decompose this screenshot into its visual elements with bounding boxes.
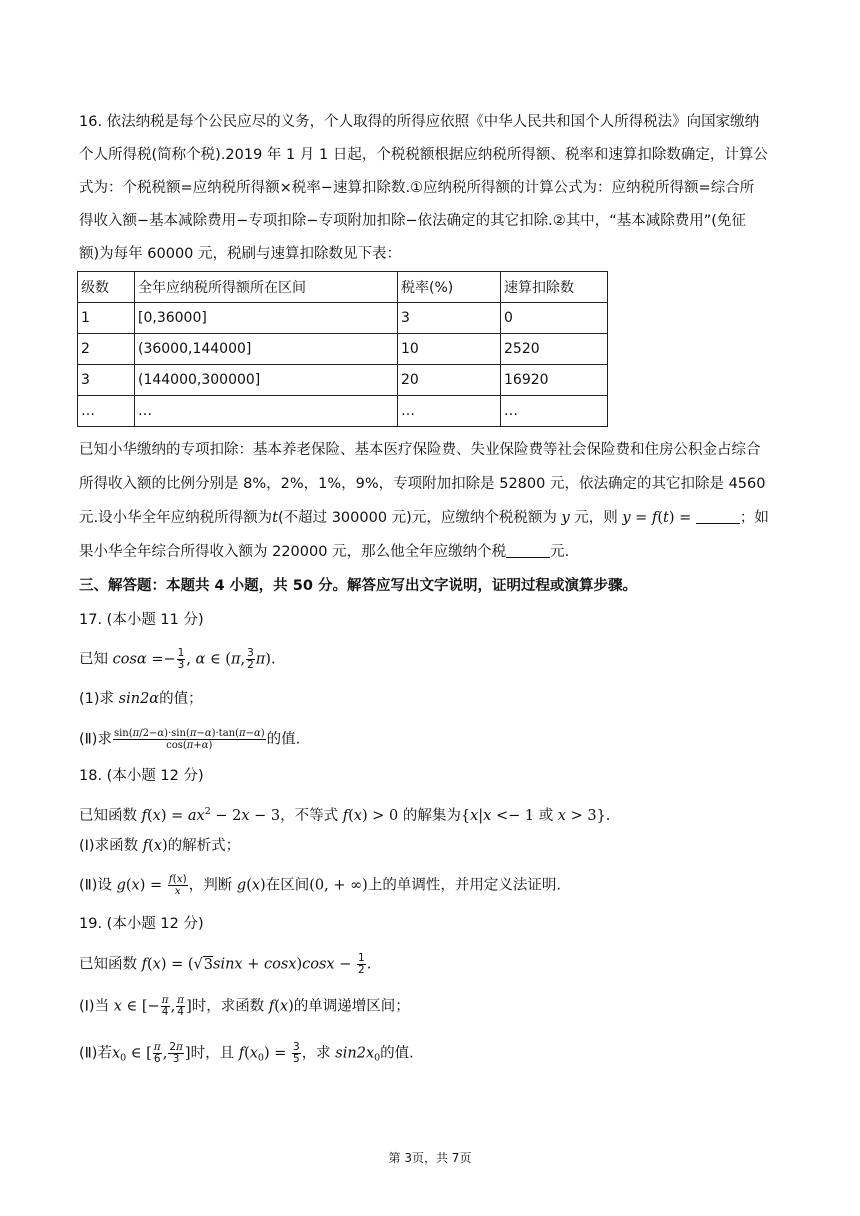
text: 的值； [159, 691, 203, 707]
text: 果小华全年综合所得收入额为 220000 元，那么他全年应缴纳个税 [79, 544, 507, 560]
text: (Ⅱ)设 [79, 877, 112, 894]
text: 的解析式； [167, 838, 241, 854]
table-cell: 3 [398, 303, 501, 334]
table-row [78, 334, 608, 365]
table-cell: … [135, 396, 398, 427]
text: ，判断 [188, 877, 233, 894]
q17-given: 已知 cosα =− $\frac{1}{3}$ , α ∈ (π, $\frac{3}{2}$ π). [79, 647, 276, 671]
answer-blank[interactable] [696, 509, 740, 524]
table-row [78, 303, 608, 334]
table-cell: 3 [78, 365, 135, 396]
table-cell: (144000,300000] [135, 365, 398, 396]
text: (Ⅱ)求 [79, 731, 112, 748]
q16-after-line-3: 元.设小华全年应纳税所得额为t(不超过 300000 元)元，应缴纳个税税额为 y 元，则 y = f(t) = ；如 [79, 510, 769, 526]
table-header-cell: 速算扣除数 [501, 272, 608, 303]
q19-part-1: (Ⅰ)当 x ∈ [− $\frac{\pi}{4}$ , $\frac{\pi}{4}$ ]时，求函数 f(x)的单调递增区间； [79, 994, 410, 1018]
q16-line-4: 得收入额−基本减除费用−专项扣除−专项附加扣除−依法确定的其它扣除.②其中，“基本减除费用”(免征 [79, 213, 746, 229]
table-header-cell: 税率(%) [398, 272, 501, 303]
table-cell: … [501, 396, 608, 427]
section-3-heading: 三、解答题：本题共 4 小题，共 50 分。解答应写出文字说明，证明过程或演算步骤。 [79, 578, 637, 594]
text: (Ⅰ)求函数 [79, 838, 139, 854]
text: 已知 [79, 651, 108, 668]
text: (不超过 300000 元)元，应缴纳个税税额为 [277, 510, 557, 526]
q18-given: 已知函数 $f(x) = ax^2 - 2x - 3$，不等式 f(x) > 0 的解集为{x|x <− 1 或 x > 3}. [79, 806, 611, 824]
text: 上的单调性，并用定义法证明. [367, 877, 561, 894]
text: 的解集为 [402, 808, 461, 824]
table-header-row [78, 272, 608, 303]
text: 在区间 [265, 877, 310, 894]
table-cell: 1 [78, 303, 135, 334]
table-row [78, 396, 608, 427]
q16-line-5: 额)为每年 60000 元，税刷与速算扣除数见下表： [79, 246, 402, 262]
text: 元. [550, 544, 570, 560]
table-header-cell: 级数 [78, 272, 135, 303]
q16-after-line-4 [79, 542, 790, 562]
q17-part-2: (Ⅱ)求 $\frac{\sin(\pi/2-\alpha)\cdot\sin(\pi-\alpha)\cdot\tan(\pi-\alpha)}{\cos(\pi+\alpha)}$ 的值. [79, 728, 301, 751]
text: ，不等式 [280, 808, 339, 824]
text: 的值. [266, 731, 301, 748]
q16-line-1: 16. 依法纳税是每个公民应尽的义务，个人取得的所得应依照《中华人民共和国个人所得税法》向国家缴纳 [79, 114, 760, 130]
text: (Ⅰ)当 [79, 998, 110, 1015]
table-cell: 0 [501, 303, 608, 334]
text: 时，求函数 [191, 998, 265, 1015]
text: 元.设小华全年应纳税所得额为 [79, 510, 273, 526]
table-cell: 16920 [501, 365, 608, 396]
text: (Ⅱ)若 [79, 1045, 112, 1062]
table-cell: … [398, 396, 501, 427]
table-cell: 2520 [501, 334, 608, 365]
tax-rate-table [77, 271, 608, 427]
text: (1)求 [79, 691, 115, 707]
q19-head: 19. (本小题 12 分) [79, 916, 204, 932]
text: 或 [538, 808, 554, 824]
q18-part-1: (Ⅰ)求函数 f(x)的解析式； [79, 838, 241, 854]
text: ；如 [739, 510, 769, 526]
table-cell: 20 [398, 365, 501, 396]
table-row [78, 365, 608, 396]
q19-given: 已知函数 f(x) = (√3sinx + cosx)cosx − $\frac{1}{2}$ . [79, 952, 372, 976]
q16-after-line-1: 已知小华缴纳的专项扣除：基本养老保险、基本医疗保险费、失业保险费等社会保险费和住房公积金占综合 [79, 442, 761, 458]
text: ，求 [301, 1045, 331, 1062]
q18-part-2: (Ⅱ)设 g(x) = $\frac{f(x)}{x}$ ，判断 g(x)在区间(0, + ∞)上的单调性，并用定义法证明. [79, 873, 561, 897]
text: 时，且 [190, 1045, 235, 1062]
q17-head: 17. (本小题 11 分) [79, 612, 204, 628]
table-cell: [0,36000] [135, 303, 398, 334]
text: 的单调递增区间； [293, 998, 410, 1015]
q16-line-3: 式为：个税税额=应纳税所得额×税率−速算扣除数.①应纳税所得额的计算公式为：应纳税所得额=综合所 [79, 180, 755, 196]
text: 的值. [380, 1045, 414, 1062]
text: 已知函数 [79, 808, 137, 824]
q17-part-1: (1)求 sin2α的值； [79, 691, 203, 707]
q16-line-2: 个人所得税(简称个税).2019 年 1 月 1 日起，个税税额根据应纳税所得额、税率和速算扣除数确定，计算公 [79, 147, 768, 163]
answer-blank[interactable] [506, 543, 550, 558]
table-cell: (36000,144000] [135, 334, 398, 365]
page-footer: 第 3页，共 7页 [388, 1151, 472, 1165]
q16-after-line-2: 所得收入额的比例分别是 8%，2%，1%，9%，专项附加扣除是 52800 元，依法确定的其它扣除是 4560 [79, 476, 766, 492]
q18-head: 18. (本小题 12 分) [79, 768, 204, 784]
table-header-cell: 全年应纳税所得额所在区间 [135, 272, 398, 303]
text: 已知函数 [79, 956, 137, 973]
table-cell: 10 [398, 334, 501, 365]
text: 元，则 [574, 510, 618, 526]
table-cell: 2 [78, 334, 135, 365]
table-cell: … [78, 396, 135, 427]
q19-part-2: (Ⅱ)若$x_0$ ∈ [ $\frac{\pi}{6}$ , $\frac{2\pi}{3}$ ]时，且 $f(x_0)$ = $\frac{3}{5}$ ，求 $\sin 2x_0$的值. [79, 1041, 414, 1065]
